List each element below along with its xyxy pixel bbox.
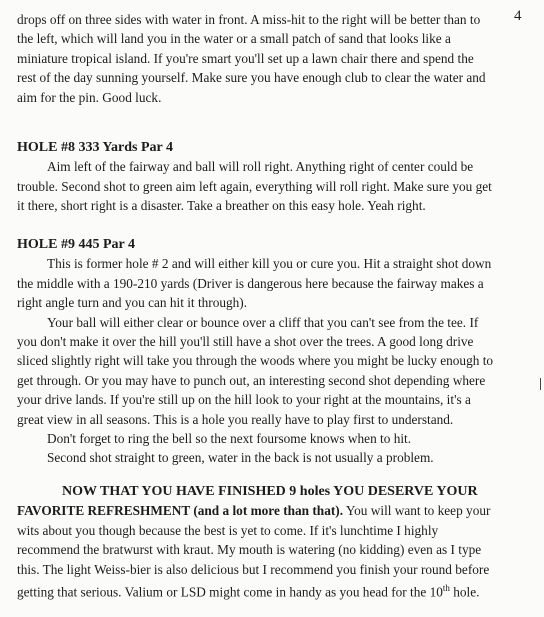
hole-8-section [17, 138, 517, 216]
intro-line: miniature tropical island. If you're smart you'll set up a lawn chair there and spend the [17, 50, 474, 66]
intro-line: rest of the day sunning yourself. Make sure you have enough club to clear the water and [17, 70, 486, 86]
hole-9-para2-line: Your ball will either clear or bounce over a cliff that you can't see from the tee. If [47, 314, 479, 330]
hole-9-heading: HOLE #9 445 Par 4 [17, 237, 135, 252]
intro-line: drops off on three sides with water in front. A miss-hit to the right will be better than to [17, 12, 481, 27]
hole-9-para2-line: get through. Or you may have to punch out, an interesting second shot depending where [17, 372, 486, 388]
refreshment-line [17, 501, 517, 520]
refreshment-line-rest: You will want to keep your [343, 503, 491, 519]
margin-mark [540, 378, 541, 390]
refreshment-heading-cont: FAVORITE REFRESHMENT (and a lot more than that). [17, 503, 344, 519]
page-number: 4 [514, 8, 522, 24]
refreshment-line: this. The light Weiss-bier is also delicious but I recommend you finish your round before [17, 561, 490, 577]
hole-9-para1-line: the middle with a 190-210 yards (Driver is dangerous here because the fairway makes a [17, 275, 484, 291]
hole-9-para2-line: great view in all seasons. This is a hole you really have to play first to understand. [17, 411, 454, 427]
intro-line: the left, which will land you in the water or a small patch of sand that looks like a [17, 31, 451, 47]
refreshment-last-line [17, 579, 517, 602]
intro-paragraph [17, 10, 517, 107]
hole-9-para2-line: you don't make it over the hill you'll still have a shot over the trees. A good long drive [17, 334, 474, 350]
hole-9-para2-line: your drive lands. If you're still up on the hill look to your right at the mountains, it's a [17, 392, 471, 408]
hole-8-line: trouble. Second shot to green aim left again, everything will roll right. Make sure you get [17, 178, 492, 194]
refreshment-line: wits about you though because the best is yet to come. If it's lunchtime I highly [17, 522, 439, 538]
ordinal-suffix: th [442, 583, 450, 594]
hole-9-section [17, 235, 517, 468]
refreshment-line: recommend the bratwurst with kraut. My mouth is watering (no kidding) even as I type [17, 542, 482, 558]
intro-line: aim for the pin. Good luck. [17, 89, 162, 105]
hole-8-line: it there, short right is a disaster. Take a breather on this easy hole. Yeah right. [17, 198, 426, 214]
hole-9-second-shot-line: Second shot straight to green, water in the back is not usually a problem. [47, 450, 434, 466]
hole-8-heading: HOLE #8 333 Yards Par 4 [17, 140, 173, 155]
last-line-end: hole. [449, 584, 480, 600]
hole-9-para1-line: This is former hole # 2 and will either kill you or cure you. Hit a straight shot down [47, 256, 492, 272]
refreshment-heading: NOW THAT YOU HAVE FINISHED 9 holes YOU DESERVE YOUR [62, 484, 478, 499]
hole-8-line: Aim left of the fairway and ball will roll right. Anything right of center could be [47, 159, 474, 175]
last-line-text: getting that serious. Valium or LSD might come in handy as you head for the 10 [17, 584, 443, 600]
hole-9-bell-line: Don't forget to ring the bell so the next foursome knows when to hit. [47, 431, 412, 447]
hole-9-para1-line: right angle turn and you can hit it through). [17, 295, 248, 311]
refreshment-section [17, 482, 517, 602]
hole-9-para2-line: sliced slightly right will take you through the woods where you might be lucky enough to [17, 353, 494, 369]
